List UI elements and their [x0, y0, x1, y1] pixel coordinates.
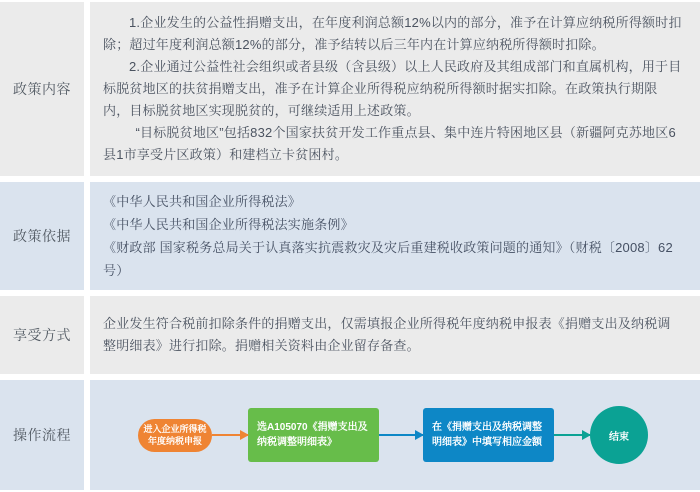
- process-flowchart: [90, 380, 700, 490]
- row-label-enjoy-method: 享受方式: [0, 296, 84, 374]
- row-label-policy-content: 政策内容: [0, 2, 84, 176]
- paragraph: 《中华人民共和国企业所得税法实施条例》: [103, 217, 354, 232]
- paragraph: “目标脱贫地区”包括832个国家扶贫开发工作重点县、集中连片特困地区县（新疆阿克苏地区6县1市享受片区政策）和建档立卡贫困村。: [103, 125, 676, 162]
- flow-step-end: 结束: [590, 406, 648, 464]
- flow-step-fill-amount: 在《捐赠支出及纳税调整明细表》中填写相应金额: [423, 408, 554, 462]
- table-row-policy-basis: [0, 182, 700, 290]
- flow-arrow-2: [379, 434, 423, 436]
- flow-step-select-form: 选A105070《捐赠支出及纳税调整明细表》: [248, 408, 379, 462]
- row-content-policy-basis: [90, 182, 700, 290]
- row-label-policy-basis: 政策依据: [0, 182, 84, 290]
- row-content-operation-flow: [90, 380, 700, 490]
- row-content-enjoy-method: [90, 296, 700, 374]
- paragraph: 1.企业发生的公益性捐赠支出，在年度利润总额12%以内的部分，准予在计算应纳税所得额时扣除；超过年度利润总额12%的部分，准予结转以后三年内在计算应纳税所得额时扣除。: [103, 15, 682, 52]
- flow-step-start: 进入企业所得税年度纳税申报: [138, 419, 212, 452]
- row-label-operation-flow: 操作流程: [0, 380, 84, 490]
- row-content-policy-content: [90, 2, 700, 176]
- flow-arrow-3: [554, 434, 590, 436]
- paragraph: 企业发生符合税前扣除条件的捐赠支出，仅需填报企业所得税年度纳税申报表《捐赠支出及纳税调整明细表》进行扣除。捐赠相关资料由企业留存备查。: [103, 316, 671, 353]
- table-row-policy-content: [0, 2, 700, 176]
- table-row-enjoy-method: [0, 296, 700, 374]
- paragraph: 《财政部 国家税务总局关于认真落实抗震救灾及灾后重建税收政策问题的通知》（财税〔2008〕62号）: [103, 240, 673, 278]
- flow-arrow-1: [212, 434, 248, 436]
- paragraph: 2.企业通过公益性社会组织或者县级（含县级）以上人民政府及其组成部门和直属机构，用于目标脱贫地区的扶贫捐赠支出，准予在计算企业所得税应纳税所得额时据实扣除。在政策执行期限内，目标脱贫地区实现脱贫的，可继续适用上述政策。: [103, 59, 682, 118]
- table-row-operation-flow: [0, 380, 700, 490]
- paragraph: 《中华人民共和国企业所得税法》: [103, 194, 302, 209]
